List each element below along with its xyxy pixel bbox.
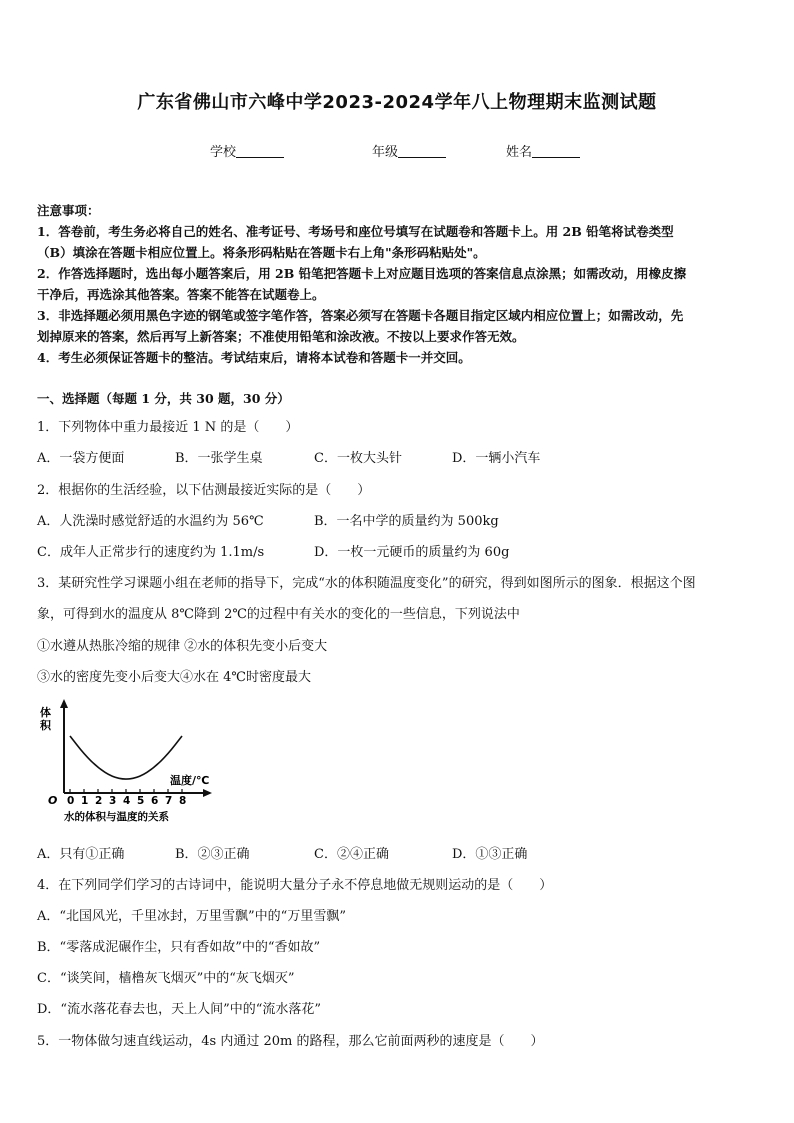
y-axis-arrow <box>60 699 68 708</box>
x-tick-label: 1 <box>81 795 89 807</box>
origin-label: O <box>48 794 58 807</box>
q2-option-a[interactable]: A．人洗澡时感觉舒适的水温约为 56℃ <box>37 514 264 529</box>
x-tick-label: 6 <box>151 795 159 807</box>
notice-line: （B）填涂在答题卡相应位置上。将条形码粘贴在答题卡右上角"条形码粘贴处"。 <box>37 245 486 260</box>
q1-stem: 1．下列物体中重力最接近 1 N 的是（ ） <box>37 420 299 435</box>
name-blank[interactable] <box>532 144 580 158</box>
q1-option-a[interactable]: A．一袋方便面 <box>37 451 125 466</box>
q3-option-c[interactable]: C．②④正确 <box>314 847 389 862</box>
volume-curve <box>70 736 182 779</box>
q4-option-d[interactable]: D．“流水落花春去也，天上人间”中的“流水落花” <box>37 1002 322 1017</box>
q3-stem-line2: 象，可得到水的温度从 8℃降到 2℃的过程中有关水的变化的一些信息，下列说法中 <box>37 607 520 622</box>
grade-blank[interactable] <box>398 144 446 158</box>
q3-statement-1: ①水遵从热胀冷缩的规律 ②水的体积先变小后变大 <box>37 639 328 654</box>
chart-caption: 水的体积与温度的关系 <box>64 811 169 823</box>
q1-option-c[interactable]: C．一枚大头针 <box>314 451 402 466</box>
x-tick-label: 5 <box>137 795 145 807</box>
y-axis-label-1: 体 <box>40 706 51 719</box>
q5-stem: 5．一物体做匀速直线运动，4s 内通过 20m 的路程，那么它前面两秒的速度是（ ） <box>37 1034 544 1049</box>
school-label: 学校 <box>210 145 237 160</box>
q1-option-d[interactable]: D．一辆小汽车 <box>452 451 541 466</box>
q2-stem: 2．根据你的生活经验，以下估测最接近实际的是（ ） <box>37 483 371 498</box>
notice-line: 4．考生必须保证答题卡的整洁。考试结束后，请将本试卷和答题卡一并交回。 <box>37 350 471 365</box>
q2-option-c[interactable]: C．成年人正常步行的速度约为 1.1m/s <box>37 545 265 560</box>
x-tick-label: 3 <box>109 795 117 807</box>
q3-option-b[interactable]: B．②③正确 <box>175 847 250 862</box>
x-tick-label: 0 <box>67 795 75 807</box>
x-tick-label: 7 <box>165 795 173 807</box>
notice-line: 3．非选择题必须用黑色字迹的钢笔或签字笔作答，答案必须写在答题卡各题目指定区域内相应位置上；如需改动，先 <box>37 308 684 323</box>
notice-line: 干净后，再选涂其他答案。答案不能答在试题卷上。 <box>37 287 325 302</box>
x-tick-label: 8 <box>179 795 187 807</box>
q2-option-d[interactable]: D．一枚一元硬币的质量约为 60g <box>314 545 510 560</box>
page-title: 广东省佛山市六峰中学2023-2024学年八上物理期末监测试题 <box>137 92 657 113</box>
volume-temperature-chart <box>34 697 224 829</box>
x-ticks <box>67 789 186 807</box>
notice-heading: 注意事项： <box>37 203 100 218</box>
q3-option-a[interactable]: A．只有①正确 <box>37 847 125 862</box>
q4-option-a[interactable]: A．“北国风光，千里冰封，万里雪飘”中的“万里雪飘” <box>37 909 346 924</box>
q3-option-d[interactable]: D．①③正确 <box>452 847 528 862</box>
q4-stem: 4．在下列同学们学习的古诗词中，能说明大量分子永不停息地做无规则运动的是（ ） <box>37 878 553 893</box>
school-blank[interactable] <box>236 144 284 158</box>
grade-label: 年级 <box>372 145 399 160</box>
q4-option-b[interactable]: B．“零落成泥碾作尘，只有香如故”中的“香如故” <box>37 940 321 955</box>
x-axis-arrow <box>203 789 212 797</box>
q2-option-b[interactable]: B．一名中学的质量约为 500kg <box>314 514 499 529</box>
q3-statement-2: ③水的密度先变小后变大④水在 4℃时密度最大 <box>37 670 311 685</box>
section-heading: 一、选择题（每题 1 分，共 30 题，30 分） <box>37 391 290 406</box>
name-label: 姓名 <box>506 145 533 160</box>
notice-block <box>37 200 686 368</box>
x-tick-label: 2 <box>95 795 103 807</box>
grade-field[interactable] <box>372 141 446 160</box>
notice-line: 1．答卷前，考生务必将自己的姓名、准考证号、考场号和座位号填写在试题卷和答题卡上。用 2B 铅笔将试卷类型 <box>37 224 674 239</box>
x-axis-label: 温度/℃ <box>170 774 210 787</box>
notice-line: 2．作答选择题时，选出每小题答案后，用 2B 铅笔把答题卡上对应题目选项的答案信息点涂黑；如需改动，用橡皮擦 <box>37 266 687 281</box>
x-tick-label: 4 <box>123 795 131 807</box>
y-axis-label-2: 积 <box>40 719 51 732</box>
q1-option-b[interactable]: B．一张学生桌 <box>175 451 263 466</box>
q4-option-c[interactable]: C．“谈笑间，樯橹灰飞烟灭”中的“灰飞烟灭” <box>37 971 295 986</box>
school-field[interactable] <box>210 141 284 160</box>
notice-line: 划掉原来的答案，然后再写上新答案；不准使用铅笔和涂改液。不按以上要求作答无效。 <box>37 329 525 344</box>
name-field[interactable] <box>506 141 580 160</box>
q3-stem-line1: 3．某研究性学习课题小组在老师的指导下，完成“水的体积随温度变化”的研究，得到如图所示的图象．根据这个图 <box>37 576 696 591</box>
